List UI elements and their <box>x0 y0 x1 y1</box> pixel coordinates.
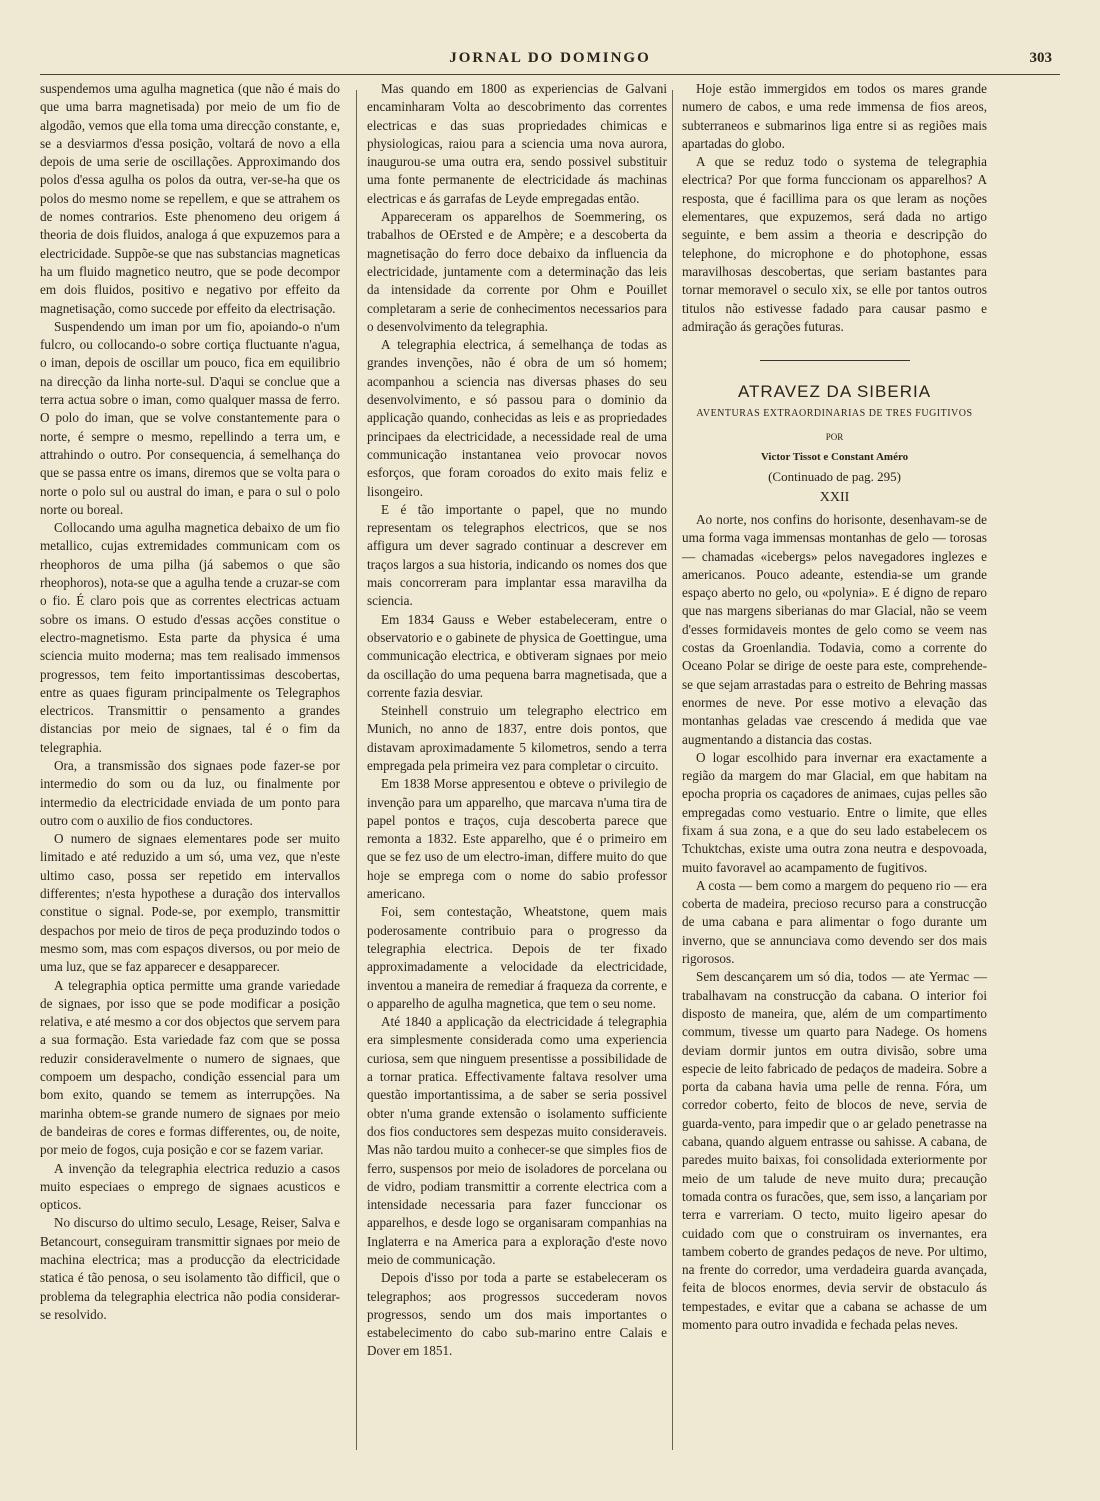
paragraph: Hoje estão immergidos em todos os mares grande numero de cabos, e uma rede immensa de fios areos, subterraneos e submarinos liga entre si as regiões mais apartadas do globo. <box>682 81 987 151</box>
masthead: JORNAL DO DOMINGO <box>449 50 651 66</box>
section-authors: Victor Tissot e Constant Améro <box>760 451 909 464</box>
paragraph: Em 1834 Gauss e Weber estabeleceram, entre o observatorio e o gabinete de physica de Goettingue, uma communicação electrica, e obtiveram signaes por meio da oscillação do uma pequena barra magnetisada, que a corrente fazia desviar. <box>367 611 667 700</box>
paragraph: Ao norte, nos confins do horisonte, desenhavam-se de uma forma vaga immensas montanhas de gelo — torosas — chamadas «icebergs» pelos navegadores inglezes e americanos. Pouco adeante, estendia-se um grande espaço aberto no gelo, ou «polynia». E é digno de reparo que nas margens siberianas do mar Glacial, não se veem d'esses formidaveis montes de gelo como se veem nas costas da Groenlandia. Todavia, como a corrente do Oceano Polar se dirige de oeste para este, comprehende-se que sejam arrastadas para o estreito de Behring massas enormes de neve. Por esse motivo a elevação das montanhas geladas vae crescendo á medida que vae augmentando a distancia das costas. <box>682 511 987 747</box>
section-subtitle: AVENTURAS EXTRAORDINARIAS DE TRES FUGITIVOS <box>696 408 973 420</box>
paragraph: No discurso do ultimo seculo, Lesage, Reiser, Salva e Betancourt, conseguiram transmittir signaes por meio de machina electrica; mas a producção da electricidade statica é tão penosa, o seu isolamento tão difficil, que o problema da telegraphia electrica não podia considerar-se resolvido. <box>40 1215 340 1322</box>
page-header <box>40 48 1060 75</box>
section-title: ATRAVEZ DA SIBERIA <box>737 382 932 402</box>
paragraph: Mas quando em 1800 as experiencias de Galvani encaminharam Volta ao descobrimento das correntes electricas e das suas propriedades chimicas e physiologicas, raiou para a sciencia uma nova aurora, inaugurou-se uma outra era, sendo possivel substituir uma fonte permanente de electricidade ás machinas electricas e ás garrafas de Leyde empregadas então. <box>367 81 667 206</box>
column-right <box>682 80 987 1334</box>
paragraph: Foi, sem contestação, Wheatstone, quem mais poderosamente contribuio para o progresso da telegraphia electrica. Depois de ter fixado approximadamente a velocidade da electricidade, inventou a maneira de remediar á fraqueza da corrente, e o apparelho de agulha magnetica, que tem o seu nome. <box>367 904 667 1011</box>
paragraph: A telegraphia electrica, á semelhança de todas as grandes invenções, não é obra de um só homem; acompanhou a sciencia nas diversas phases do seu desenvolvimento, e só passou para o dominio da applicação quando, conhecidas as leis e as propriedades principaes da electricidade, a necessidade real de uma communicação instantanea veio provocar novos esforços, que foram coroados do exito mais feliz e lisongeiro. <box>367 337 667 499</box>
paragraph: Em 1838 Morse appresentou e obteve o privilegio de invenção para um apparelho, que marcava n'uma tira de papel pontos e traços, cuja descoberta parece que remonta a 1832. Este apparelho, que é o primeiro em que se fez uso de um electro-iman, differe muito do que hoje se emprega com o nome do sabio professor americano. <box>367 776 667 902</box>
continuation-note: (Continuado de pag. 295) <box>768 469 901 485</box>
paragraph: Steinhell construio um telegrapho electrico em Munich, no anno de 1837, entre dois pontos, que distavam aproximadamente 5 kilometros, sendo a terra empregada pela primeira vez para completar o circuito. <box>367 703 667 773</box>
page-number: 303 <box>1029 50 1052 66</box>
paragraph: A telegraphia optica permitte uma grande variedade de signaes, por isso que se pode modificar a posição relativa, e até mesmo a cor dos objectos que servem para a sua formação. Esta variedade faz com que se possa reduzir consideravelmente o numero de signaes, que compoem um despacho, condição essencial para um bom exito, quando se temem as interrupções. Na marinha obtem-se grande numero de signaes por meio de bandeiras de cores e formas differentes, ou, de noite, por meio de fogos, cuja posição e cor se fazem variar. <box>40 977 340 1158</box>
paragraph: Ora, a transmissão dos signaes pode fazer-se por intermedio do som ou da luz, ou finalmente por intermedio da electricidade enviada de um ponto para outro com o auxilio de fios conductores. <box>40 757 340 828</box>
paragraph: O numero de signaes elementares pode ser muito limitado e até reduzido a um só, uma vez, que n'este ultimo caso, possa ser repetido em intervallos differentes; n'esta hypothese a duração dos intervallos constitue o signal. Pode-se, por exemplo, transmittir despachos por meio de tiros de peça produzindo todos o mesmo som, mas com espaços diversos, ou por meio de uma luz, que se faz apparecer e desapparecer. <box>40 831 340 975</box>
column-middle <box>367 80 667 1361</box>
section-byline-label: POR <box>825 431 844 442</box>
paragraph: E é tão importante o papel, que no mundo representam os telegraphos electricos, que se nos affigura um dever sagrado continuar a descrever em traços largos a sua historia, indicando os nomes dos que mais concorreram para implantar essa maravilha da sciencia. <box>367 501 667 609</box>
paragraph: Collocando uma agulha magnetica debaixo de um fio metallico, cujas extremidades communicam com os rheophoros de uma pilha (já sabemos o que são rheophoros), nota-se que a agulha tende a cruzar-se com o fio. É claro pois que as correntes electricas actuam sobre os imans. O estudo d'essas acções constitue o electro-magnetismo. Esta parte da physica é uma sciencia muito moderna; mas tem realisado immensos progressos, tem feito importantissimas descobertas, entre as quaes figuram principalmente os Telegraphos electricos. Transmittir o pensamento a grandes distancias por meio de signaes, tal é o fim da telegraphia. <box>40 520 340 755</box>
paragraph: A costa — bem como a margem do pequeno rio — era coberta de madeira, precioso recurso para a construcção de uma cabana e para alimentar o fogo durante um inverno, que se annunciava como devendo ser dos mais rigorosos. <box>682 877 987 967</box>
column-left <box>40 80 340 1324</box>
paragraph: Sem descançarem um só dia, todos — ate Yermac — trabalhavam na construcção da cabana. O interior foi disposto de maneira, que, além de um compartimento commum, tivesse um quarto para Nadege. Os homens deviam dormir juntos em outra divisão, sobre uma especie de leito fabricado de pedaços de madeira. Sobre a porta da cabana havia uma pelle de renna. Fóra, um corredor coberto, feito de blocos de neve, servia de guarda-vento, para impedir que o ar gelado penetrasse na cabana, quando alguem entrasse ou sahisse. A cabana, de paredes muito baixas, foi consolidada exteriormente por meio de um talude de neve muito dura; precaução tomada contra os furacões, que, sem isso, a lançariam por terra e varreriam. O tecto, muito ligeiro apesar do cuidado com que o construiram os invernantes, era tambem coberto de grandes pedaços de neve. Por ultimo, na frente do corredor, uma verdadeira guarda avançada, feita de blocos enormes, devia servir de obstaculo ás tempestades, e evitar que a cabana se achasse de um momento para outro invadida e fechada pelas neves. <box>682 969 987 1332</box>
chapter-number: XXII <box>819 489 850 505</box>
paragraph: A que se reduz todo o systema de telegraphia electrica? Por que forma funccionam os apparelhos? A resposta, que é facillima para os que leram as noções elementares, que expuzemos, será dada no artigo seguinte, e bem assim a theoria e descripção do telephone, do microphone e do photophone, essas maravilhosas descobertas, que seriam bastantes para tornar memoravel o seculo xix, se elle por tantos outros titulos não estivesse fadado para causar pasmo e admiração ás gerações futuras. <box>682 154 987 334</box>
paragraph: suspendemos uma agulha magnetica (que não é mais do que uma barra magnetisada) por meio de um fio de algodão, vemos que ella toma uma direcção constante, e, se a desviarmos d'essa posição, voltará de novo a ella depois de uma serie de oscillações. Approximando dos polos d'essa agulha os polos da outra, ver-se-ha que os polos do mesmo nome se repellem, e que se attrahem os de nomes contrarios. Este phenomeno deu origem á theoria de dois fluidos, analoga á que expuzemos para a electricidade. Suppõe-se que nas substancias magneticas ha um fluido magnetico neutro, que se pode decompor em dois fluidos, positivo e negativo por effeito da magnetisação, como succede por effeito da electrisação. <box>40 81 340 316</box>
paragraph: Suspendendo um iman por um fio, apoiando-o n'um fulcro, ou collocando-o sobre cortiça fluctuante n'agua, o iman, depois de oscillar um pouco, fica em equilibrio na direcção da linha norte-sul. D'aqui se conclue que a terra actua sobre o iman, como qualquer massa de ferro. O polo do iman, que se volve constantemente para o norte, é sempre o mesmo, repellindo a terra um, e attrahindo o outro. Por consequencia, á semelhança do que se passa entre os imans, diremos que se volta para o norte o polo sul ou austral do iman, e para o sul o polo norte ou boreal. <box>40 318 340 517</box>
section-separator <box>760 360 910 361</box>
column-rule <box>672 90 673 1450</box>
paragraph: A invenção da telegraphia electrica reduzio a casos muito especiaes o emprego de signaes acusticos e opticos. <box>40 1160 340 1213</box>
paragraph: Até 1840 a applicação da electricidade á telegraphia era simplesmente considerada como uma experiencia curiosa, sem que ninguem presentisse a possibilidade de a tornar pratica. Effectivamente faltava resolver uma questão importantissima, a de saber se seria possivel obter n'uma grande extensão o isolamento sufficiente dos fios conductores sem despezas muito consideraveis. Mas não tardou muito a conhecer-se que simples fios de ferro, suspensos por meio de isoladores de porcelana ou de vidro, podiam transmittir a corrente electrica com a intensidade necessaria para fazer funccionar os apparelhos, e desde logo se organisaram companhias na Inglaterra e na America para a exploração d'este novo meio de communicação. <box>367 1014 667 1267</box>
paragraph: Appareceram os apparelhos de Soemmering, os trabalhos de OErsted e de Ampère; e a descoberta da magnetisação do ferro doce debaixo da influencia da electricidade, juntamente com a determinação das leis da intensidade da corrente por Ohm e Pouillet completaram a serie de conhecimentos necessarios para o desenvolvimento da telegraphia. <box>367 209 667 334</box>
paragraph: O logar escolhido para invernar era exactamente a região da margem do mar Glacial, em que habitam na epocha propria os caçadores de animaes, cujas pelles são empregadas como vestuario. Entre o limite, que elles fixam á sua zona, e a que do seu lado estabelecem os Tchuktchas, existe uma outra zona neutra e despovoada, muito favoravel ao acampamento de fugitivos. <box>682 749 987 875</box>
paragraph: Depois d'isso por toda a parte se estabeleceram os telegraphos; aos progressos succederam novos progressos, sendo um dos mais importantes o estabelecimento do cabo sub-marino entre Calais e Dover em 1851. <box>367 1270 667 1359</box>
column-rule <box>356 90 357 1450</box>
